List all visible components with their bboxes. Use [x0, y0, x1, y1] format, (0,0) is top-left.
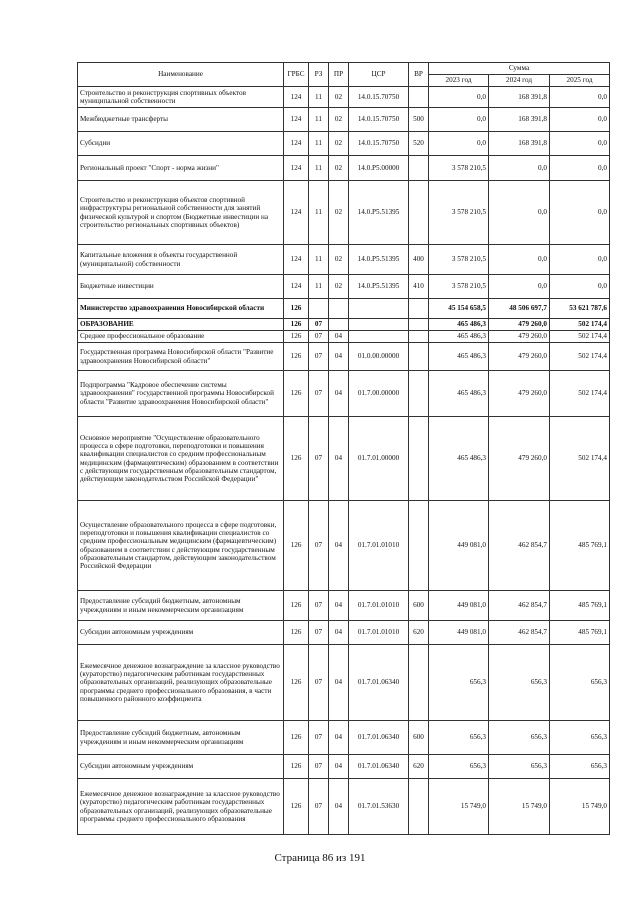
- table-row: [78, 417, 610, 501]
- cell-grbs: 126: [284, 319, 309, 331]
- table-row: [78, 621, 610, 645]
- cell-vr: 500: [409, 108, 429, 132]
- table-row: [78, 501, 610, 591]
- cell-2024: 0,0: [489, 245, 550, 275]
- cell-vr: [409, 331, 429, 343]
- cell-2023: 0,0: [429, 87, 489, 108]
- cell-pr: 04: [329, 621, 349, 645]
- cell-name: Субсидии автономным учреждениям: [78, 755, 284, 779]
- table-row: [78, 343, 610, 371]
- cell-vr: 400: [409, 245, 429, 275]
- table-row: [78, 132, 610, 156]
- cell-name: Ежемесячное денежное вознаграждение за классное руководство (кураторство) педагогическим работникам государственных образовательных организаций, реализующих образовательные программы среднего профессионального образования, в части повышенного районного коэффициента: [78, 645, 284, 721]
- cell-rz: 07: [309, 501, 329, 591]
- cell-2023: 0,0: [429, 108, 489, 132]
- table-row: [78, 87, 610, 108]
- table-row: [78, 319, 610, 331]
- cell-2024: 479 260,0: [489, 331, 550, 343]
- cell-csr: [349, 331, 409, 343]
- cell-2025: 656,3: [550, 755, 610, 779]
- cell-pr: 04: [329, 721, 349, 755]
- cell-2025: 0,0: [550, 108, 610, 132]
- cell-name: Региональный проект "Спорт - норма жизни": [78, 156, 284, 181]
- cell-rz: 11: [309, 108, 329, 132]
- cell-csr: [349, 299, 409, 319]
- cell-pr: 04: [329, 755, 349, 779]
- cell-name: Субсидии автономным учреждениям: [78, 621, 284, 645]
- cell-grbs: 126: [284, 621, 309, 645]
- cell-rz: [309, 299, 329, 319]
- cell-csr: 14.0.P5.51395: [349, 245, 409, 275]
- cell-vr: 520: [409, 132, 429, 156]
- cell-2025: 502 174,4: [550, 319, 610, 331]
- cell-grbs: 124: [284, 108, 309, 132]
- cell-name: Субсидии: [78, 132, 284, 156]
- cell-name: Строительство и реконструкция спортивных объектов муниципальной собственности: [78, 87, 284, 108]
- cell-2025: 485 769,1: [550, 591, 610, 621]
- cell-rz: 11: [309, 132, 329, 156]
- cell-vr: [409, 371, 429, 417]
- cell-2024: 656,3: [489, 755, 550, 779]
- cell-rz: 07: [309, 371, 329, 417]
- cell-csr: [349, 319, 409, 331]
- cell-name: Государственная программа Новосибирской области "Развитие здравоохранения Новосибирской области": [78, 343, 284, 371]
- cell-rz: 07: [309, 591, 329, 621]
- cell-rz: 07: [309, 343, 329, 371]
- table-row: [78, 299, 610, 319]
- cell-2023: 3 578 210,5: [429, 245, 489, 275]
- cell-csr: 01.7.01.01010: [349, 591, 409, 621]
- cell-grbs: 124: [284, 87, 309, 108]
- cell-rz: 07: [309, 417, 329, 501]
- cell-name: Министерство здравоохранения Новосибирской области: [78, 299, 284, 319]
- cell-2025: 485 769,1: [550, 621, 610, 645]
- cell-2024: 15 749,0: [489, 779, 550, 835]
- cell-pr: 02: [329, 275, 349, 299]
- cell-2024: 479 260,0: [489, 417, 550, 501]
- cell-csr: 01.7.01.01010: [349, 501, 409, 591]
- cell-csr: 01.7.00.00000: [349, 371, 409, 417]
- page-number: Страница 86 из 191: [274, 852, 366, 864]
- cell-pr: 04: [329, 417, 349, 501]
- cell-grbs: 126: [284, 779, 309, 835]
- cell-2024: 462 854,7: [489, 591, 550, 621]
- cell-2024: 479 260,0: [489, 371, 550, 417]
- cell-2024: 0,0: [489, 275, 550, 299]
- header-name: Наименование: [78, 63, 284, 87]
- cell-vr: 410: [409, 275, 429, 299]
- cell-2023: 656,3: [429, 645, 489, 721]
- cell-grbs: 126: [284, 343, 309, 371]
- cell-pr: 04: [329, 591, 349, 621]
- cell-2023: 465 486,3: [429, 417, 489, 501]
- cell-rz: 11: [309, 156, 329, 181]
- cell-2024: 462 854,7: [489, 501, 550, 591]
- cell-csr: 01.7.01.06340: [349, 755, 409, 779]
- cell-2023: 45 154 658,5: [429, 299, 489, 319]
- table-row: [78, 779, 610, 835]
- cell-2024: 462 854,7: [489, 621, 550, 645]
- cell-pr: 04: [329, 343, 349, 371]
- cell-vr: [409, 181, 429, 245]
- cell-csr: 14.0.P5.51395: [349, 181, 409, 245]
- cell-pr: 04: [329, 645, 349, 721]
- cell-csr: 14.0.P5.51395: [349, 275, 409, 299]
- cell-name: ОБРАЗОВАНИЕ: [78, 319, 284, 331]
- cell-pr: 04: [329, 371, 349, 417]
- cell-vr: 600: [409, 591, 429, 621]
- cell-pr: 02: [329, 87, 349, 108]
- table-row: [78, 156, 610, 181]
- table-row: [78, 245, 610, 275]
- cell-2023: 465 486,3: [429, 371, 489, 417]
- cell-2023: 656,3: [429, 755, 489, 779]
- cell-grbs: 124: [284, 275, 309, 299]
- cell-2023: 0,0: [429, 132, 489, 156]
- cell-2025: 502 174,4: [550, 371, 610, 417]
- cell-2024: 0,0: [489, 156, 550, 181]
- cell-csr: 14.0.15.70750: [349, 132, 409, 156]
- header-row-top: [78, 63, 610, 75]
- cell-name: Межбюджетные трансферты: [78, 108, 284, 132]
- cell-name: Осуществление образовательного процесса в сфере подготовки, переподготовки и повышения квалификации специалистов со средним профессиональным медицинским (фармацевтическим) образованием в соответствии с действующим государственным образовательным стандартом, действующим законодательством Российской Федерации: [78, 501, 284, 591]
- cell-2025: 502 174,4: [550, 343, 610, 371]
- cell-grbs: 126: [284, 299, 309, 319]
- header-pr: ПР: [329, 63, 349, 87]
- cell-pr: 04: [329, 331, 349, 343]
- cell-2023: 656,3: [429, 721, 489, 755]
- cell-pr: 02: [329, 156, 349, 181]
- cell-name: Строительство и реконструкция объектов спортивной инфраструктуры региональной собственности для занятий физической культурой и спортом (Бюджетные инвестиции на строительство региональных спортивных объектов): [78, 181, 284, 245]
- cell-vr: [409, 779, 429, 835]
- cell-2024: 0,0: [489, 181, 550, 245]
- cell-csr: 01.0.00.00000: [349, 343, 409, 371]
- cell-grbs: 124: [284, 132, 309, 156]
- cell-pr: 02: [329, 181, 349, 245]
- cell-2025: 0,0: [550, 275, 610, 299]
- cell-name: Предоставление субсидий бюджетным, автономным учреждениям и иным некоммерческим организациям: [78, 591, 284, 621]
- table-row: [78, 721, 610, 755]
- cell-vr: [409, 417, 429, 501]
- cell-2023: 3 578 210,5: [429, 156, 489, 181]
- cell-rz: 07: [309, 645, 329, 721]
- cell-grbs: 126: [284, 417, 309, 501]
- cell-csr: 01.7.01.01010: [349, 621, 409, 645]
- cell-csr: 01.7.01.06340: [349, 645, 409, 721]
- cell-2023: 449 081,0: [429, 621, 489, 645]
- table-row: [78, 181, 610, 245]
- cell-rz: 07: [309, 331, 329, 343]
- cell-pr: [329, 299, 349, 319]
- cell-pr: 02: [329, 132, 349, 156]
- cell-2024: 656,3: [489, 645, 550, 721]
- cell-grbs: 126: [284, 591, 309, 621]
- table-row: [78, 591, 610, 621]
- header-rz: РЗ: [309, 63, 329, 87]
- cell-2023: 465 486,3: [429, 319, 489, 331]
- cell-grbs: 124: [284, 245, 309, 275]
- cell-grbs: 126: [284, 331, 309, 343]
- cell-rz: 11: [309, 87, 329, 108]
- cell-csr: 01.7.01.06340: [349, 721, 409, 755]
- cell-grbs: 126: [284, 371, 309, 417]
- cell-rz: 07: [309, 755, 329, 779]
- cell-name: Среднее профессиональное образование: [78, 331, 284, 343]
- cell-vr: [409, 645, 429, 721]
- cell-vr: 600: [409, 721, 429, 755]
- cell-grbs: 126: [284, 645, 309, 721]
- header-vr: ВР: [409, 63, 429, 87]
- cell-vr: 620: [409, 621, 429, 645]
- cell-pr: 02: [329, 245, 349, 275]
- table-row: [78, 371, 610, 417]
- cell-pr: [329, 319, 349, 331]
- header-year-2024: 2024 год: [489, 75, 550, 87]
- cell-rz: 07: [309, 721, 329, 755]
- cell-2025: 485 769,1: [550, 501, 610, 591]
- cell-2023: 449 081,0: [429, 591, 489, 621]
- table-row: [78, 108, 610, 132]
- cell-rz: 11: [309, 245, 329, 275]
- cell-2024: 479 260,0: [489, 343, 550, 371]
- cell-name: Бюджетные инвестиции: [78, 275, 284, 299]
- cell-2023: 15 749,0: [429, 779, 489, 835]
- cell-grbs: 124: [284, 156, 309, 181]
- cell-2025: 502 174,4: [550, 417, 610, 501]
- cell-name: Предоставление субсидий бюджетным, автономным учреждениям и иным некоммерческим организациям: [78, 721, 284, 755]
- cell-2023: 3 578 210,5: [429, 275, 489, 299]
- cell-name: Основное мероприятие "Осуществление образовательного процесса в сфере подготовки, переподготовки и повышения квалификации специалистов со средним профессиональным медицинским (фармацевтическим) образованием в соответствии с действующим государственным образовательным стандартом, действующим законодательством Российской Федерации": [78, 417, 284, 501]
- table-row: [78, 275, 610, 299]
- cell-2025: 15 749,0: [550, 779, 610, 835]
- cell-grbs: 126: [284, 721, 309, 755]
- header-sum: Сумма: [429, 63, 610, 75]
- cell-2024: 656,3: [489, 721, 550, 755]
- cell-csr: 01.7.01.00000: [349, 417, 409, 501]
- table-row: [78, 331, 610, 343]
- cell-2025: 656,3: [550, 645, 610, 721]
- cell-2024: 168 391,8: [489, 87, 550, 108]
- cell-rz: 11: [309, 275, 329, 299]
- cell-2025: 0,0: [550, 87, 610, 108]
- cell-vr: [409, 343, 429, 371]
- cell-name: Подпрограмма "Кадровое обеспечение системы здравоохранения" государственной программы Новосибирской области "Развитие здравоохранения Новосибирской области": [78, 371, 284, 417]
- table-row: [78, 755, 610, 779]
- header-year-2025: 2025 год: [550, 75, 610, 87]
- cell-2025: 53 621 787,6: [550, 299, 610, 319]
- cell-grbs: 126: [284, 501, 309, 591]
- cell-2025: 0,0: [550, 181, 610, 245]
- cell-vr: [409, 501, 429, 591]
- cell-vr: [409, 319, 429, 331]
- table-row: [78, 645, 610, 721]
- header-grbs: ГРБС: [284, 63, 309, 87]
- cell-2024: 168 391,8: [489, 132, 550, 156]
- cell-pr: 04: [329, 779, 349, 835]
- cell-rz: 11: [309, 181, 329, 245]
- cell-name: Капитальные вложения в объекты государственной (муниципальной) собственности: [78, 245, 284, 275]
- cell-rz: 07: [309, 779, 329, 835]
- cell-csr: 14.0.15.70750: [349, 108, 409, 132]
- cell-2025: 502 174,4: [550, 331, 610, 343]
- cell-2023: 3 578 210,5: [429, 181, 489, 245]
- cell-rz: 07: [309, 319, 329, 331]
- budget-table: [77, 62, 610, 835]
- cell-2025: 0,0: [550, 156, 610, 181]
- cell-csr: 01.7.01.53630: [349, 779, 409, 835]
- cell-pr: 02: [329, 108, 349, 132]
- cell-2025: 656,3: [550, 721, 610, 755]
- cell-2024: 168 391,8: [489, 108, 550, 132]
- cell-2024: 48 506 697,7: [489, 299, 550, 319]
- cell-name: Ежемесячное денежное вознаграждение за классное руководство (кураторство) педагогическим работникам государственных образовательных организаций, реализующих образовательные программы среднего профессионального образования: [78, 779, 284, 835]
- header-year-2023: 2023 год: [429, 75, 489, 87]
- header-csr: ЦСР: [349, 63, 409, 87]
- cell-vr: [409, 156, 429, 181]
- cell-2024: 479 260,0: [489, 319, 550, 331]
- cell-rz: 07: [309, 621, 329, 645]
- cell-vr: 620: [409, 755, 429, 779]
- cell-vr: [409, 87, 429, 108]
- cell-csr: 14.0.15.70750: [349, 87, 409, 108]
- cell-pr: 04: [329, 501, 349, 591]
- cell-2025: 0,0: [550, 245, 610, 275]
- cell-2023: 465 486,3: [429, 331, 489, 343]
- cell-vr: [409, 299, 429, 319]
- cell-csr: 14.0.P5.00000: [349, 156, 409, 181]
- cell-2023: 449 081,0: [429, 501, 489, 591]
- cell-2025: 0,0: [550, 132, 610, 156]
- cell-grbs: 126: [284, 755, 309, 779]
- cell-grbs: 124: [284, 181, 309, 245]
- cell-2023: 465 486,3: [429, 343, 489, 371]
